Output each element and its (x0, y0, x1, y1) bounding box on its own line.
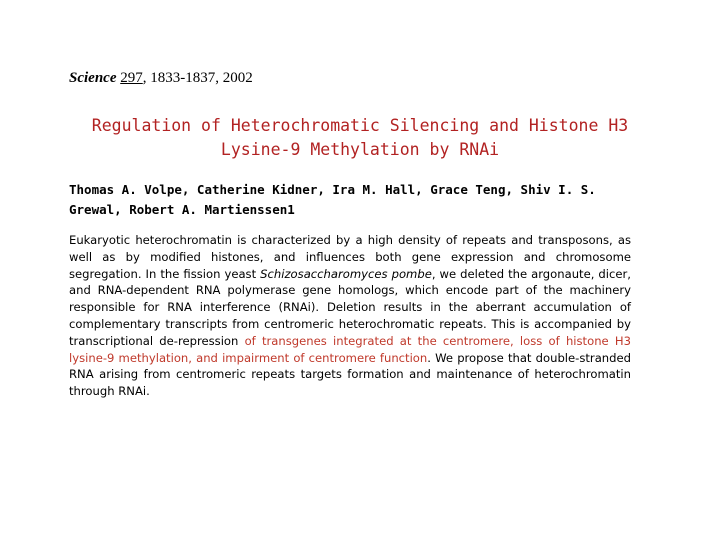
citation (69, 70, 253, 87)
abstract-part-1: Eukaryotic heterochromatin is characterized by a high density of repeats and transposons, as well as by modified histones, and influences both gene expression and chromosome segregation. In the fission yeast (69, 233, 631, 281)
journal-name: Science (69, 70, 117, 86)
author-list (69, 180, 649, 220)
author-affiliation-marker: 1 (287, 202, 295, 217)
species-name: Schizosaccharomyces pombe (260, 266, 432, 281)
abstract (69, 232, 631, 400)
abstract-part-2: , we deleted the argonaute, dicer, and RNA-dependent RNA polymerase gene homologs, which encode part of the machinery responsible for RNA interference (RNAi). Deletion results in the aberrant accumulation of complementary transcripts from centromeric heterochromatic repeats. This is accompanied by transcriptional de-repression (69, 266, 631, 348)
authors-text: Thomas A. Volpe, Catherine Kidner, Ira M. Hall, Grace Teng, Shiv I. S. Grewal, Robert A. Martienssen (69, 182, 596, 217)
abstract-highlight: of transgenes integrated at the centromere, loss of histone H3 lysine-9 methylation, and impairment of centromere function (69, 333, 632, 365)
pages-year: , 1833-1837, 2002 (142, 70, 253, 86)
journal-volume: 297 (120, 70, 143, 86)
paper-title: Regulation of Heterochromatic Silencing and Histone H3 Lysine-9 Methylation by RNAi (91, 116, 629, 159)
abstract-part-3: . We propose that double-stranded RNA arising from centromeric repeats targets formation and maintenance of heterochromatin through RNAi. (69, 350, 631, 399)
